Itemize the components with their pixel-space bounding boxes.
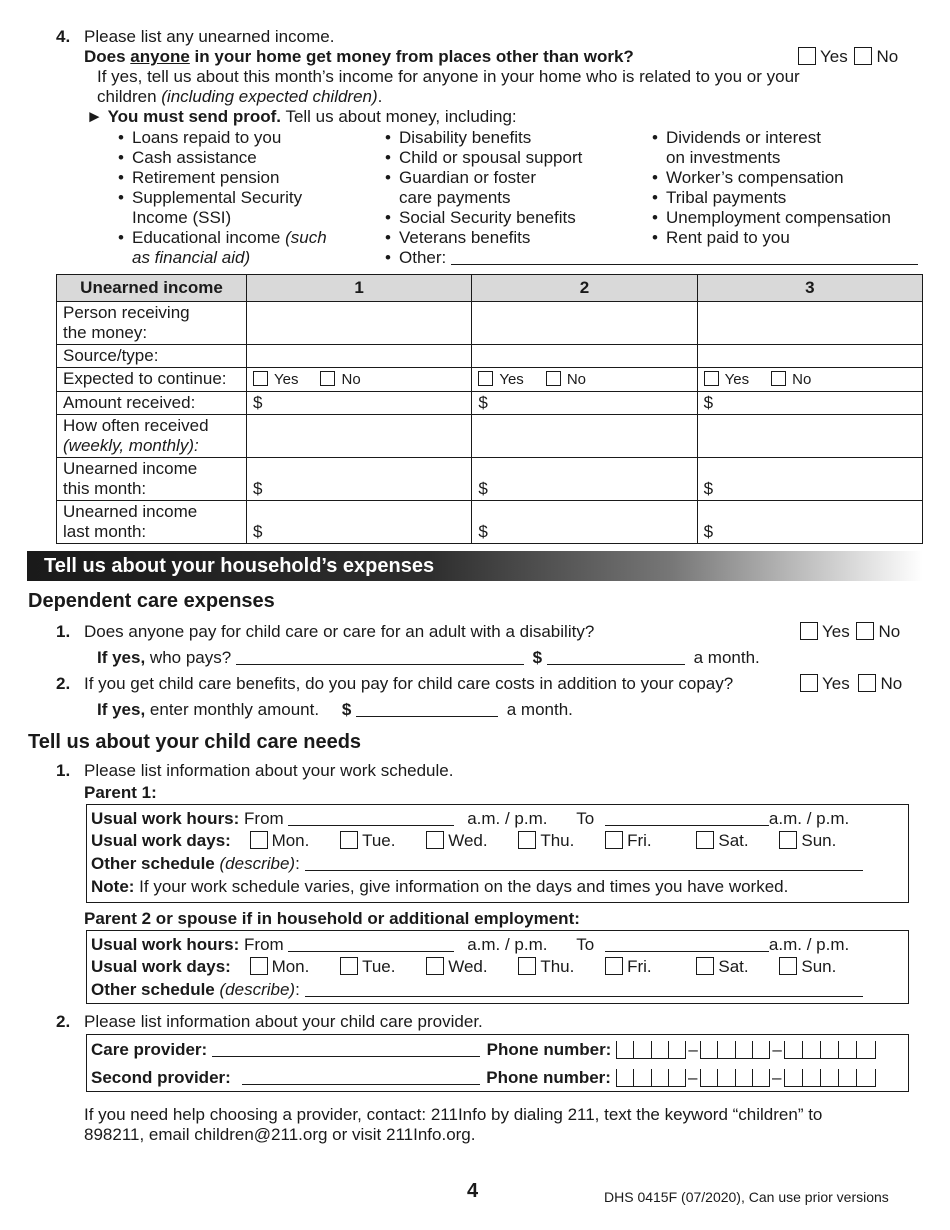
col-header: 2 bbox=[472, 275, 697, 302]
last-month-input-1[interactable]: $ bbox=[247, 501, 472, 544]
table-header-row bbox=[57, 275, 923, 302]
list-item-cont: care payments bbox=[399, 188, 511, 207]
col-header: Unearned income bbox=[57, 275, 247, 302]
phone-line-input[interactable] bbox=[784, 1041, 876, 1059]
often-input-2[interactable] bbox=[472, 415, 697, 458]
this-month-input-3[interactable]: $ bbox=[697, 458, 922, 501]
yes-checkbox[interactable] bbox=[704, 371, 719, 386]
hours-row: Usual work hours: From a.m. / p.m. To a.m. / p.m. bbox=[91, 935, 850, 954]
parent1-label: Parent 1: bbox=[84, 783, 157, 802]
col-header: 3 bbox=[697, 275, 922, 302]
cc-q1-text: Please list information about your work schedule. bbox=[84, 761, 454, 780]
q4-ifyes-line2: children (including expected children). bbox=[97, 87, 383, 106]
person-input-2[interactable] bbox=[472, 302, 697, 345]
page-number: 4 bbox=[467, 1180, 479, 1202]
banner-title: Tell us about your household’s expenses bbox=[44, 555, 435, 577]
phone-line-input[interactable] bbox=[784, 1069, 876, 1087]
list-item: • Child or spousal support bbox=[385, 148, 918, 168]
table-row bbox=[57, 415, 923, 458]
thu-checkbox[interactable] bbox=[518, 831, 536, 849]
list-item: • Guardian or foster bbox=[385, 168, 918, 188]
row-label: Unearned income this month: bbox=[57, 458, 247, 501]
yes-label: Yes bbox=[820, 47, 848, 66]
cc-q2-text: Please list information about your child care provider. bbox=[84, 1012, 483, 1031]
exp-q2-text: If you get child care benefits, do you pay for child care costs in addition to your copay? bbox=[84, 674, 734, 693]
sat-checkbox[interactable] bbox=[696, 831, 714, 849]
list-item: • Supplemental Security bbox=[118, 188, 327, 208]
amount-input-2[interactable]: $ bbox=[472, 392, 697, 415]
no-checkbox[interactable] bbox=[771, 371, 786, 386]
amount-input-1[interactable]: $ bbox=[247, 392, 472, 415]
care-provider-input[interactable] bbox=[212, 1041, 480, 1057]
parent2-schedule-box bbox=[86, 930, 909, 1004]
who-pays-input[interactable] bbox=[236, 649, 524, 665]
wed-checkbox[interactable] bbox=[426, 831, 444, 849]
q4-no-checkbox[interactable] bbox=[854, 47, 872, 65]
exp-q1-yes-checkbox[interactable] bbox=[800, 622, 818, 640]
last-month-input-2[interactable]: $ bbox=[472, 501, 697, 544]
from-input[interactable] bbox=[288, 936, 454, 952]
table-row bbox=[57, 302, 923, 345]
help-text-line2: 898211, email children@211.org or visit 211Info.org. bbox=[84, 1125, 476, 1144]
phone-prefix-input[interactable] bbox=[700, 1069, 770, 1087]
second-provider-input[interactable] bbox=[242, 1069, 480, 1085]
list-item-cont: as financial aid) bbox=[132, 248, 251, 267]
no-checkbox[interactable] bbox=[320, 371, 335, 386]
expected-cell-2: Yes No bbox=[472, 368, 697, 392]
mon-checkbox[interactable] bbox=[250, 831, 268, 849]
q4-intro: Please list any unearned income. bbox=[84, 27, 335, 46]
income-list-col3 bbox=[652, 128, 891, 248]
cc-q2-number: 2. bbox=[56, 1012, 71, 1031]
income-list-col1 bbox=[118, 128, 327, 268]
q4-ifyes-line1: If yes, tell us about this month’s income for anyone in your home who is related to you or your bbox=[97, 67, 800, 86]
list-item: • Loans repaid to you bbox=[118, 128, 327, 148]
exp-q2-yes-checkbox[interactable] bbox=[800, 674, 818, 692]
list-item: • Worker’s compensation bbox=[652, 168, 891, 188]
list-item-cont: on investments bbox=[666, 148, 781, 167]
col-header: 1 bbox=[247, 275, 472, 302]
list-item: • Dividends or interest bbox=[652, 128, 891, 148]
other-input[interactable] bbox=[451, 249, 918, 265]
yes-checkbox[interactable] bbox=[253, 371, 268, 386]
other-schedule-row: Other schedule (describe): bbox=[91, 980, 863, 1000]
thu-checkbox[interactable] bbox=[518, 957, 536, 975]
sun-checkbox[interactable] bbox=[779, 831, 797, 849]
phone-prefix-input[interactable] bbox=[700, 1041, 770, 1059]
q4-proof: ► You must send proof. Tell us about money, including: bbox=[86, 107, 517, 126]
tue-checkbox[interactable] bbox=[340, 831, 358, 849]
sat-checkbox[interactable] bbox=[696, 957, 714, 975]
this-month-input-2[interactable]: $ bbox=[472, 458, 697, 501]
exp-q2-ifyes: If yes, enter monthly amount. $ a month. bbox=[97, 700, 573, 719]
other-schedule-row: Other schedule (describe): bbox=[91, 854, 863, 874]
exp-q2-amount-input[interactable] bbox=[356, 701, 498, 717]
person-input-3[interactable] bbox=[697, 302, 922, 345]
table-row bbox=[57, 392, 923, 415]
often-input-1[interactable] bbox=[247, 415, 472, 458]
row-label: Source/type: bbox=[57, 345, 247, 368]
expected-cell-1: Yes No bbox=[247, 368, 472, 392]
row-label: Unearned income last month: bbox=[57, 501, 247, 544]
expenses-banner bbox=[27, 551, 923, 581]
list-item: • Cash assistance bbox=[118, 148, 327, 168]
to-input[interactable] bbox=[605, 936, 769, 952]
row-label: Amount received: bbox=[57, 392, 247, 415]
source-input-1[interactable] bbox=[247, 345, 472, 368]
list-item: • Disability benefits bbox=[385, 128, 918, 148]
yes-checkbox[interactable] bbox=[478, 371, 493, 386]
from-input[interactable] bbox=[288, 810, 454, 826]
this-month-input-1[interactable]: $ bbox=[247, 458, 472, 501]
often-input-3[interactable] bbox=[697, 415, 922, 458]
row-label: How often received (weekly, monthly): bbox=[57, 415, 247, 458]
provider-box bbox=[86, 1034, 909, 1092]
exp-q2-number: 2. bbox=[56, 674, 71, 693]
source-input-2[interactable] bbox=[472, 345, 697, 368]
days-row: Usual work days: Mon. Tue. Wed. Thu. Fri. Sat. Sun. bbox=[91, 957, 837, 976]
hours-row: Usual work hours: From a.m. / p.m. To a.m. / p.m. bbox=[91, 809, 850, 828]
q4-question: Does anyone in your home get money from places other than work? bbox=[84, 47, 634, 66]
q4-yes-checkbox[interactable] bbox=[798, 47, 816, 65]
list-item-other: • Other: bbox=[385, 248, 918, 268]
exp-q2-yes-no: Yes No bbox=[800, 674, 902, 694]
list-item: • Rent paid to you bbox=[652, 228, 891, 248]
source-input-3[interactable] bbox=[697, 345, 922, 368]
list-item: • Unemployment compensation bbox=[652, 208, 891, 228]
no-checkbox[interactable] bbox=[546, 371, 561, 386]
list-item: • Retirement pension bbox=[118, 168, 327, 188]
parent2-label: Parent 2 or spouse if in household or additional employment: bbox=[84, 909, 580, 928]
exp-q1-amount-input[interactable] bbox=[547, 649, 685, 665]
exp-q1-yes-no: Yes No bbox=[800, 622, 900, 642]
fri-checkbox[interactable] bbox=[605, 957, 623, 975]
person-input-1[interactable] bbox=[247, 302, 472, 345]
list-item: • Educational income (such bbox=[118, 228, 327, 248]
exp-q1-ifyes: If yes, who pays? $ a month. bbox=[97, 648, 760, 667]
phone-area-input[interactable] bbox=[616, 1041, 686, 1059]
table-row bbox=[57, 345, 923, 368]
no-label: No bbox=[876, 47, 899, 66]
row-label: Expected to continue: bbox=[57, 368, 247, 392]
parent1-schedule-box bbox=[86, 804, 909, 903]
second-provider-row: Second provider: Phone number: – – bbox=[91, 1068, 876, 1088]
table-row bbox=[57, 458, 923, 501]
dependent-care-heading: Dependent care expenses bbox=[28, 590, 275, 612]
table-row bbox=[57, 368, 923, 392]
row-label: Person receiving the money: bbox=[57, 302, 247, 345]
exp-q1-text: Does anyone pay for child care or care for an adult with a disability? bbox=[84, 622, 595, 641]
amount-input-3[interactable]: $ bbox=[697, 392, 922, 415]
care-provider-row: Care provider: Phone number: – – bbox=[91, 1040, 876, 1060]
wed-checkbox[interactable] bbox=[426, 957, 444, 975]
help-text-line1: If you need help choosing a provider, contact: 211Info by dialing 211, text the keyword “children” to bbox=[84, 1105, 823, 1124]
unearned-income-table bbox=[56, 274, 923, 544]
q4-number: 4. bbox=[56, 27, 71, 46]
last-month-input-3[interactable]: $ bbox=[697, 501, 922, 544]
other-schedule-input[interactable] bbox=[305, 981, 863, 997]
form-number: DHS 0415F (07/2020), Can use prior versions bbox=[604, 1189, 889, 1205]
tue-checkbox[interactable] bbox=[340, 957, 358, 975]
list-item: • Veterans benefits bbox=[385, 228, 918, 248]
mon-checkbox[interactable] bbox=[250, 957, 268, 975]
fri-checkbox[interactable] bbox=[605, 831, 623, 849]
note-row: Note: If your work schedule varies, give information on the days and times you have worked. bbox=[91, 877, 789, 896]
phone-area-input[interactable] bbox=[616, 1069, 686, 1087]
list-item: • Tribal payments bbox=[652, 188, 891, 208]
list-item: • Social Security benefits bbox=[385, 208, 918, 228]
other-schedule-input[interactable] bbox=[305, 855, 863, 871]
expected-cell-3: Yes No bbox=[697, 368, 922, 392]
exp-q1-no-checkbox[interactable] bbox=[856, 622, 874, 640]
list-item-cont: Income (SSI) bbox=[132, 208, 232, 227]
to-input[interactable] bbox=[605, 810, 769, 826]
q4-yes-no bbox=[798, 47, 898, 67]
cc-q1-number: 1. bbox=[56, 761, 71, 780]
days-row: Usual work days: Mon. Tue. Wed. Thu. Fri. Sat. Sun. bbox=[91, 831, 837, 850]
exp-q2-no-checkbox[interactable] bbox=[858, 674, 876, 692]
arrow-icon: ► bbox=[86, 107, 103, 126]
sun-checkbox[interactable] bbox=[779, 957, 797, 975]
childcare-heading: Tell us about your child care needs bbox=[28, 731, 362, 753]
table-row bbox=[57, 501, 923, 544]
exp-q1-number: 1. bbox=[56, 622, 71, 641]
